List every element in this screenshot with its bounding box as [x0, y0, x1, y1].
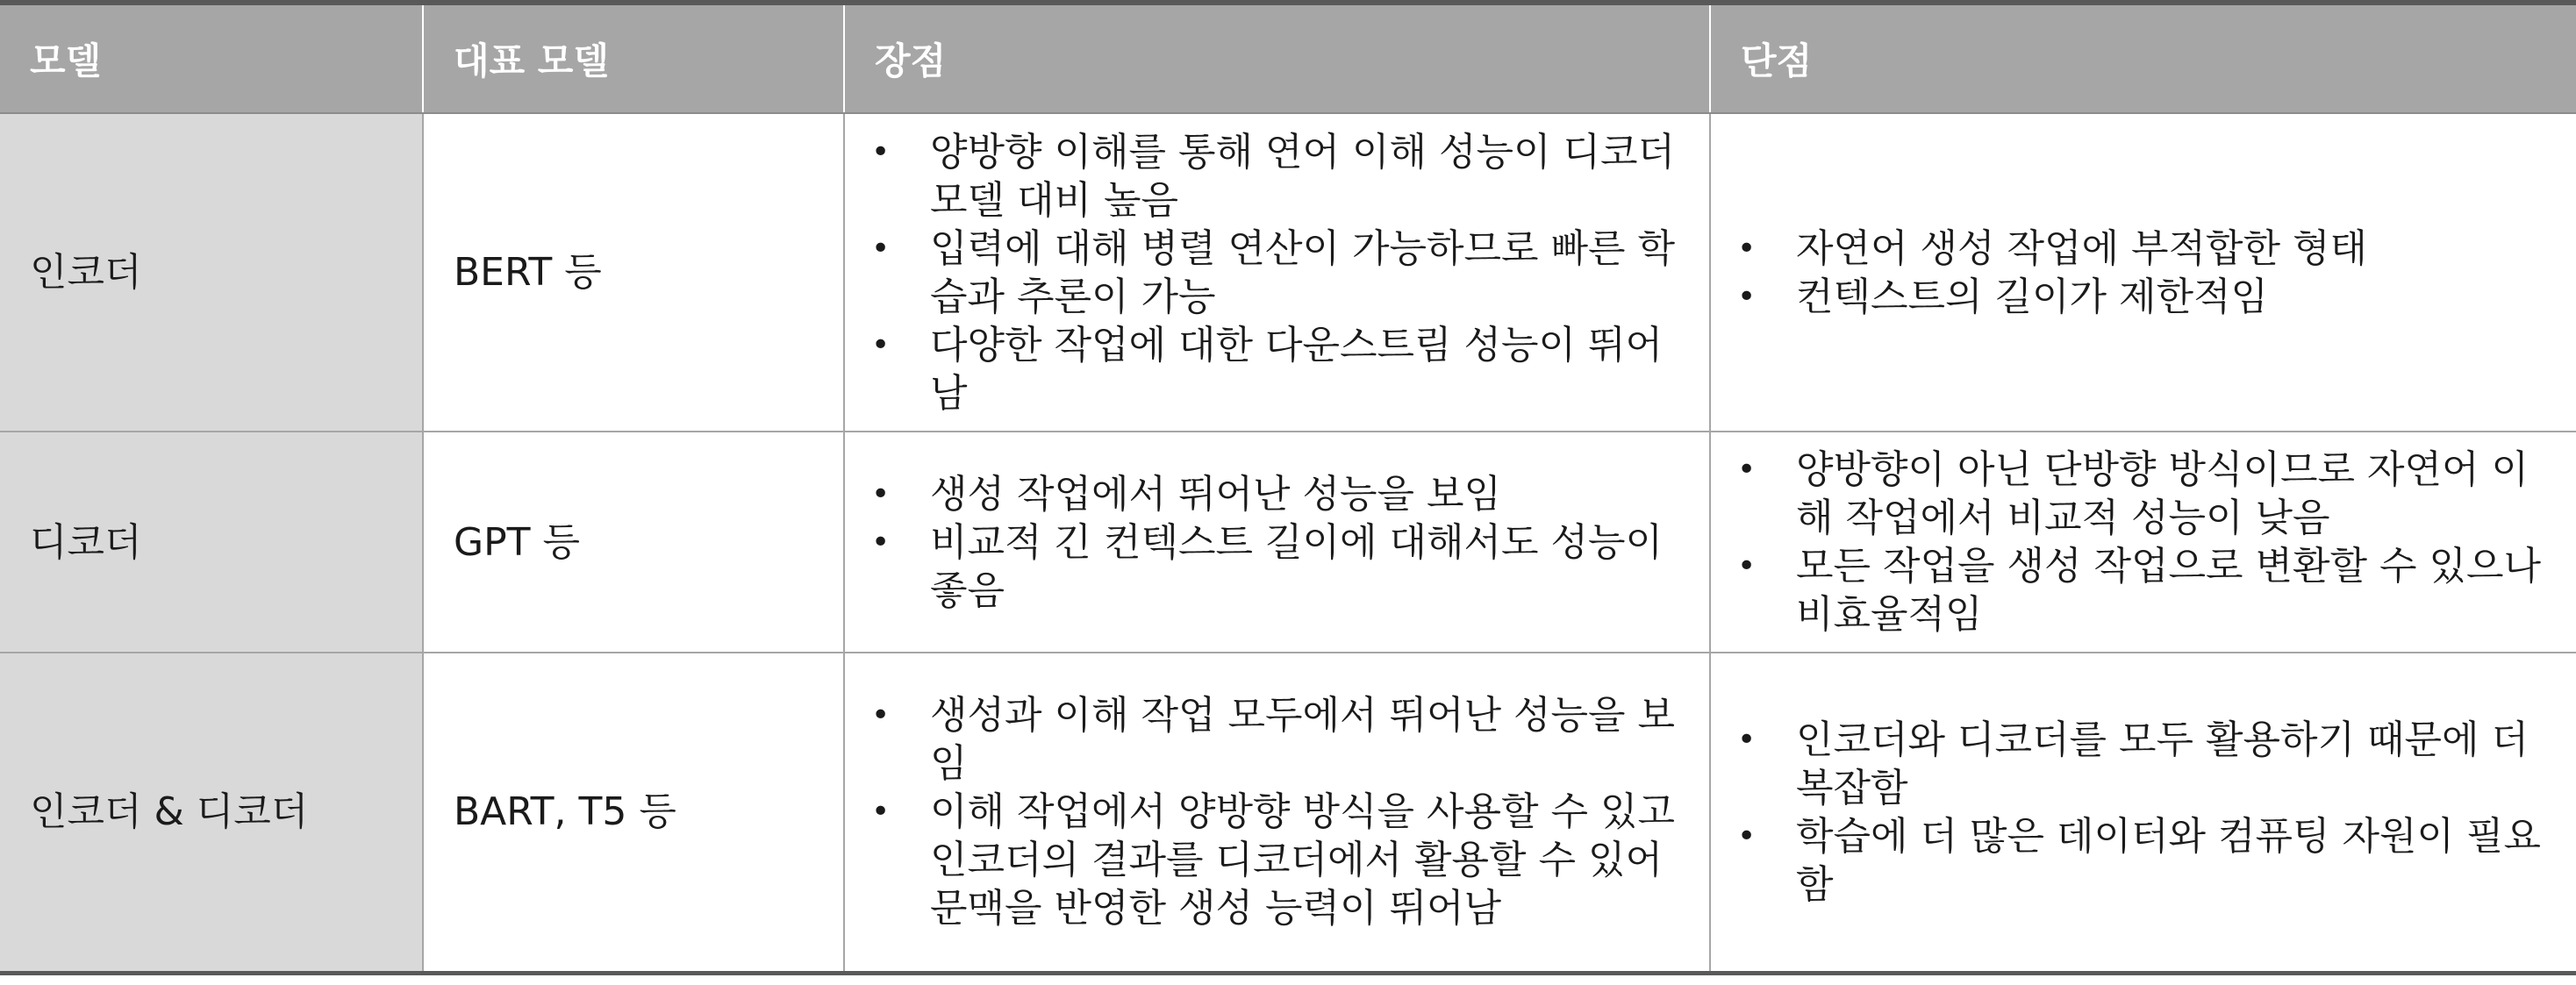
pros-item: • 다양한 작업에 대한 다운스트림 성능이 뛰어남	[871, 321, 1683, 418]
header-row	[0, 3, 2576, 113]
pros-cell	[844, 653, 1710, 973]
cons-item: • 자연어 생성 작업에 부적합한 형태	[1737, 225, 2550, 273]
pros-item: • 이해 작업에서 양방향 방식을 사용할 수 있고 인코더의 결과를 디코더에서 활용할 수 있어 문맥을 반영한 생성 능력이 뛰어남	[871, 788, 1683, 932]
representative-cell: GPT 등	[423, 432, 844, 653]
header-pros: 장점	[844, 3, 1710, 113]
cons-item: • 컨텍스트의 길이가 제한적임	[1737, 273, 2550, 321]
pros-cell	[844, 432, 1710, 653]
model-cell: 인코더	[0, 113, 423, 432]
representative-cell: BART, T5 등	[423, 653, 844, 973]
pros-item: • 생성 작업에서 뛰어난 성능을 보임	[871, 470, 1683, 518]
cons-cell	[1710, 653, 2576, 973]
model-cell: 디코더	[0, 432, 423, 653]
cons-list	[1737, 716, 2576, 909]
pros-list	[871, 470, 1709, 615]
table-row	[0, 653, 2576, 973]
pros-item: • 비교적 긴 컨텍스트 길이에 대해서도 성능이 좋음	[871, 518, 1683, 615]
pros-cell	[844, 113, 1710, 432]
pros-item: • 생성과 이해 작업 모두에서 뛰어난 성능을 보임	[871, 691, 1683, 788]
header-model: 모델	[0, 3, 423, 113]
cons-item: • 모든 작업을 생성 작업으로 변환할 수 있으나 비효율적임	[1737, 542, 2550, 639]
table-body	[0, 113, 2576, 973]
cons-list	[1737, 446, 2576, 639]
table-row	[0, 113, 2576, 432]
table-row	[0, 432, 2576, 653]
cons-cell	[1710, 432, 2576, 653]
header-representative: 대표 모델	[423, 3, 844, 113]
pros-item: • 양방향 이해를 통해 연어 이해 성능이 디코더 모델 대비 높음	[871, 128, 1683, 225]
model-cell: 인코더 & 디코더	[0, 653, 423, 973]
cons-item: • 인코더와 디코더를 모두 활용하기 때문에 더 복잡함	[1737, 716, 2550, 812]
pros-list	[871, 691, 1709, 932]
header-cons: 단점	[1710, 3, 2576, 113]
cons-item: • 학습에 더 많은 데이터와 컴퓨팅 자원이 필요함	[1737, 812, 2550, 909]
pros-item: • 입력에 대해 병렬 연산이 가능하므로 빠른 학습과 추론이 가능	[871, 225, 1683, 321]
pros-list	[871, 128, 1709, 418]
cons-cell	[1710, 113, 2576, 432]
cons-item: • 양방향이 아닌 단방향 방식이므로 자연어 이해 작업에서 비교적 성능이 낮음	[1737, 446, 2550, 542]
table-header	[0, 3, 2576, 113]
cons-list	[1737, 225, 2576, 321]
representative-cell: BERT 등	[423, 113, 844, 432]
